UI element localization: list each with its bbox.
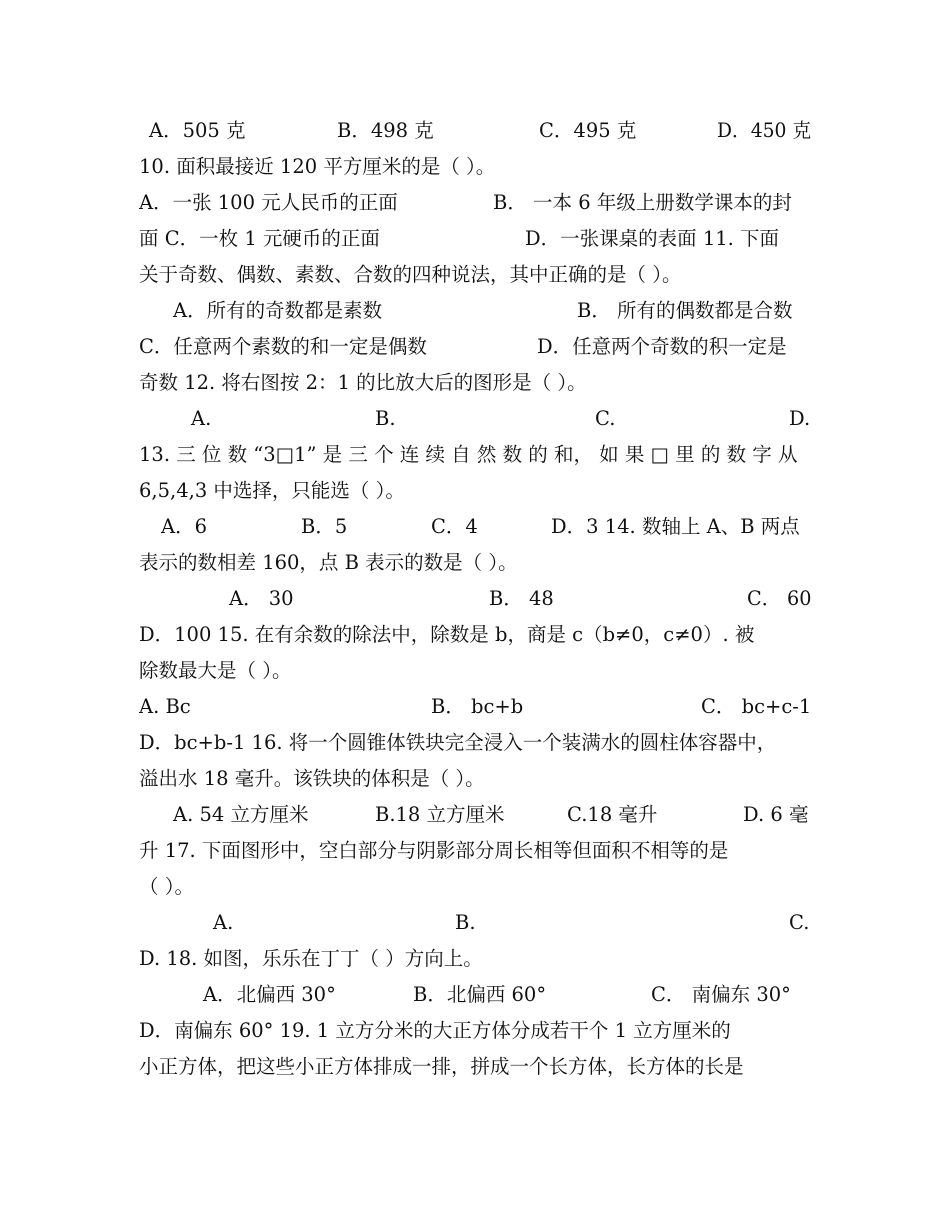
question-text: D．bc+b-1 16. 将一个圆锥体铁块完全浸入一个装满水的圆柱体容器中， xyxy=(139,731,777,754)
option-d: D．450 克 xyxy=(717,119,811,142)
question-text: D．100 15. 在有余数的除法中，除数是 b，商是 c（b≠0，c≠0）. 被 xyxy=(139,623,755,646)
question-17 xyxy=(139,833,811,869)
option-d: D. 6 毫 xyxy=(743,803,809,826)
option-a: A. Bc xyxy=(139,695,191,718)
option-c: C． bc+c-1 xyxy=(701,695,811,718)
options-row-q10-cd xyxy=(139,221,811,257)
option-c: C．495 克 xyxy=(539,119,637,142)
question-text: 表示的数相差 160，点 B 表示的数是（ ）。 xyxy=(139,551,518,574)
option-a: A. xyxy=(213,911,234,934)
question-16 xyxy=(139,725,811,761)
option-a: A．所有的奇数都是素数 xyxy=(173,299,383,322)
options-row-q17 xyxy=(139,905,811,941)
option-c: C．4 xyxy=(431,515,478,538)
question-15-continued xyxy=(139,653,811,689)
options-row-q12 xyxy=(139,401,811,437)
option-b: B. xyxy=(375,407,396,430)
option-c: C． 60 xyxy=(747,587,811,610)
question-text: （ ）。 xyxy=(139,875,194,898)
option-b: B．498 克 xyxy=(337,119,434,142)
options-row-q11-cd xyxy=(139,329,811,365)
option-c: 面 C．一枚 1 元硬币的正面 xyxy=(139,227,380,250)
option-d: D. xyxy=(789,407,811,430)
question-text: 奇数 12. 将右图按 2：1 的比放大后的图形是（ ）。 xyxy=(139,371,587,394)
option-c: C． 南偏东 30° xyxy=(651,983,791,1006)
question-text: 除数最大是（ ）。 xyxy=(139,659,292,682)
option-b: B.18 立方厘米 xyxy=(375,803,505,826)
question-text: 6,5,4,3 中选择，只能选（ ）。 xyxy=(139,479,405,502)
options-row-q15 xyxy=(139,689,811,725)
option-a: A．一张 100 元人民币的正面 xyxy=(139,191,398,214)
question-15 xyxy=(139,617,811,653)
question-18 xyxy=(139,941,811,977)
question-text: 10. 面积最接近 120 平方厘米的是（ ）。 xyxy=(139,155,496,178)
options-row-q18 xyxy=(139,977,811,1013)
option-b: B． 一本 6 年级上册数学课本的封 xyxy=(493,191,792,214)
question-17-continued xyxy=(139,869,811,905)
option-b: B． bc+b xyxy=(431,695,524,718)
option-b: B． 所有的偶数都是合数 xyxy=(577,299,793,322)
option-b: B．5 xyxy=(301,515,348,538)
option-b: B. xyxy=(455,911,476,934)
option-a: A. xyxy=(191,407,212,430)
question-13 xyxy=(139,437,811,473)
options-row-q11-ab xyxy=(139,293,811,329)
option-a: A．北偏西 30° xyxy=(203,983,336,1006)
question-text: 溢出水 18 毫升。该铁块的体积是（ ）。 xyxy=(139,767,485,790)
question-text: 升 17. 下面图形中，空白部分与阴影部分周长相等但面积不相等的是 xyxy=(139,839,729,862)
option-a: A． 30 xyxy=(229,587,294,610)
option-c: C.18 毫升 xyxy=(567,803,658,826)
question-14 xyxy=(139,545,811,581)
option-a: A．505 克 xyxy=(149,119,246,142)
option-b: B． 48 xyxy=(489,587,554,610)
options-row-q10-ab xyxy=(139,185,811,221)
option-a: A. 54 立方厘米 xyxy=(173,803,309,826)
question-16-continued xyxy=(139,761,811,797)
options-row-q14 xyxy=(139,581,811,617)
question-13-continued xyxy=(139,473,811,509)
option-c: C. xyxy=(789,911,810,934)
options-row-q9 xyxy=(139,113,811,149)
option-c: C. xyxy=(595,407,616,430)
question-text: 13. 三 位 数 “3□1” 是 三 个 连 续 自 然 数 的 和， 如 果 □ 里 的 数 字 从 xyxy=(139,443,798,466)
question-10 xyxy=(139,149,811,185)
option-b: B．北偏西 60° xyxy=(413,983,547,1006)
option-d: D．3 14. 数轴上 A、B 两点 xyxy=(551,515,800,538)
options-row-q16 xyxy=(139,797,811,833)
option-d: D．一张课桌的表面 11. 下面 xyxy=(525,227,780,250)
question-11 xyxy=(139,257,811,293)
option-c: C．任意两个素数的和一定是偶数 xyxy=(139,335,427,358)
question-text: 关于奇数、偶数、素数、合数的四种说法，其中正确的是（ ）。 xyxy=(139,263,682,286)
question-19 xyxy=(139,1013,811,1049)
options-row-q13 xyxy=(139,509,811,545)
question-text: D．南偏东 60° 19. 1 立方分米的大正方体分成若干个 1 立方厘米的 xyxy=(139,1019,731,1042)
option-a: A．6 xyxy=(161,515,207,538)
question-text: 小正方体，把这些小正方体排成一排，拼成一个长方体，长方体的长是 xyxy=(139,1055,744,1078)
question-19-continued xyxy=(139,1049,811,1085)
question-12 xyxy=(139,365,811,401)
option-d: D．任意两个奇数的积一定是 xyxy=(537,335,787,358)
question-text: D. 18. 如图，乐乐在丁丁（ ）方向上。 xyxy=(139,947,483,970)
